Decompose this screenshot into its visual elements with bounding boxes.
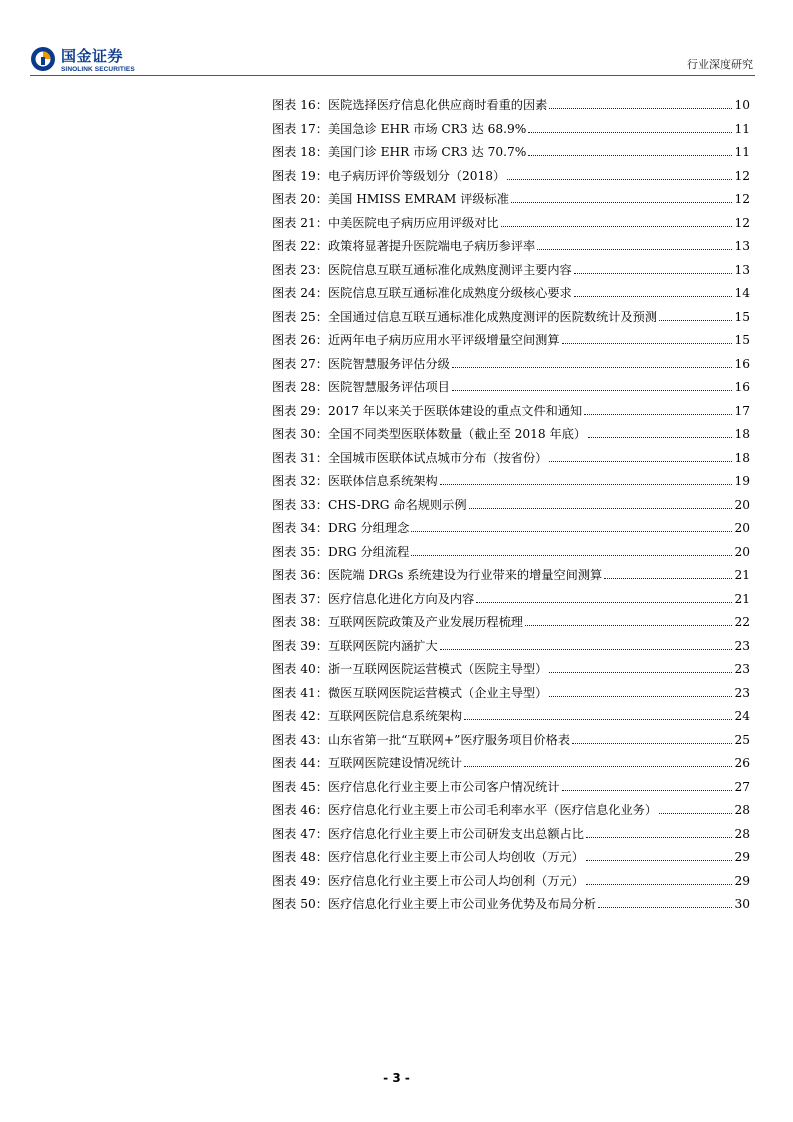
toc-leader-dots (501, 214, 733, 227)
toc-entry-page: 16 (734, 380, 750, 394)
toc-entry-title: 浙一互联网医院运营模式（医院主导型） (327, 662, 548, 676)
toc-entry-title: 医院智慧服务评估项目 (327, 380, 450, 394)
toc-entry-page: 12 (734, 168, 750, 183)
toc-entry-title: 医疗信息化行业主要上市公司毛利率水平（医疗信息化业务） (327, 803, 658, 817)
toc-entry-label: 图表 25： (272, 309, 328, 324)
toc-entry[interactable] (272, 752, 750, 776)
toc-entry-label: 图表 27： (272, 356, 328, 371)
toc-entry[interactable] (272, 400, 750, 424)
toc-entry[interactable] (272, 799, 750, 823)
toc-entry-title: 美国门诊 EHR 市场 CR3 达 70.7% (327, 145, 527, 159)
toc-entry-label: 图表 42： (272, 709, 328, 723)
toc-entry-label: 图表 50： (272, 897, 328, 911)
toc-entry-label: 图表 30： (272, 427, 328, 441)
toc-entry-label: 图表 32： (272, 474, 328, 488)
toc-entry-label: 图表 19： (272, 168, 328, 183)
toc-leader-dots (411, 519, 732, 532)
toc-entry-title: 全国通过信息互联互通标准化成熟度测评的医院数统计及预测 (327, 309, 658, 324)
toc-leader-dots (476, 590, 732, 603)
toc-entry-label: 图表 40： (272, 662, 328, 676)
toc-leader-dots (411, 543, 732, 556)
toc-entry[interactable] (272, 611, 750, 635)
toc-entry[interactable] (272, 846, 750, 870)
toc-leader-dots (452, 355, 733, 368)
toc-leader-dots (525, 613, 733, 626)
toc-entry[interactable] (272, 682, 750, 706)
toc-entry-page: 16 (734, 356, 750, 371)
toc-entry-label: 图表 22： (272, 239, 328, 253)
toc-entry[interactable] (272, 353, 750, 377)
toc-entry[interactable] (272, 776, 750, 800)
toc-entry-title: 医疗信息化行业主要上市公司人均创收（万元） (327, 850, 584, 864)
toc-entry-page: 25 (734, 732, 750, 747)
page-number: - 3 - (383, 1071, 410, 1085)
toc-entry-label: 图表 34： (272, 521, 328, 535)
toc-leader-dots (588, 425, 732, 438)
toc-entry[interactable] (272, 118, 750, 142)
toc-entry[interactable] (272, 329, 750, 353)
toc-entry[interactable] (272, 94, 750, 118)
toc-entry-page: 18 (734, 450, 750, 465)
toc-entry-page: 28 (734, 826, 750, 841)
toc-entry-label: 图表 18： (272, 145, 328, 159)
toc-entry-label: 图表 45： (272, 779, 328, 794)
toc-leader-dots (549, 660, 732, 673)
toc-leader-dots (537, 237, 732, 250)
toc-entry-title: 医院智慧服务评估分级 (327, 356, 450, 371)
report-type-label: 行业深度研究 (687, 58, 753, 71)
toc-leader-dots (440, 472, 733, 485)
toc-entry-title: 医院选择医疗信息化供应商时看重的因素 (327, 98, 548, 112)
toc-entry-title: 医疗信息化行业主要上市公司人均创利（万元） (327, 873, 584, 888)
toc-leader-dots (572, 731, 732, 744)
toc-entry[interactable] (272, 517, 750, 541)
toc-leader-dots (528, 120, 732, 133)
toc-entry-title: 互联网医院建设情况统计 (327, 756, 463, 770)
toc-entry-label: 图表 39： (272, 638, 328, 653)
toc-leader-dots (586, 848, 733, 861)
toc-leader-dots (440, 637, 733, 650)
toc-leader-dots (584, 402, 732, 415)
toc-entry-page: 17 (734, 403, 750, 418)
toc-leader-dots (469, 496, 733, 509)
toc-entry-page: 13 (734, 262, 750, 277)
toc-entry-label: 图表 23： (272, 262, 328, 277)
toc-entry-label: 图表 24： (272, 286, 328, 300)
figure-list (272, 94, 750, 917)
toc-leader-dots (464, 707, 732, 720)
toc-entry-label: 图表 17： (272, 121, 328, 136)
toc-entry[interactable] (272, 165, 750, 189)
toc-leader-dots (549, 96, 732, 109)
toc-entry-page: 10 (734, 98, 750, 112)
toc-entry[interactable] (272, 235, 750, 259)
toc-entry-page: 15 (734, 309, 750, 324)
toc-entry-title: 互联网医院内涵扩大 (327, 638, 438, 653)
toc-entry[interactable] (272, 541, 750, 565)
toc-entry-page: 12 (734, 215, 750, 230)
toc-entry[interactable] (272, 729, 750, 753)
toc-entry-label: 图表 33： (272, 497, 328, 512)
toc-entry-title: 全国城市医联体试点城市分布（按省份） (327, 450, 548, 465)
toc-entry-title: 互联网医院信息系统架构 (327, 709, 463, 723)
toc-entry-label: 图表 36： (272, 568, 328, 582)
toc-leader-dots (452, 378, 733, 391)
toc-leader-dots (549, 684, 732, 697)
toc-entry[interactable] (272, 588, 750, 612)
toc-entry[interactable] (272, 870, 750, 894)
toc-entry-title: 医院信息互联互通标准化成熟度分级核心要求 (327, 286, 572, 300)
toc-entry-title: 电子病历评价等级划分（2018） (327, 168, 506, 183)
toc-entry[interactable] (272, 212, 750, 236)
header-divider (30, 75, 755, 76)
toc-entry-page: 12 (734, 192, 750, 206)
toc-leader-dots (574, 261, 733, 274)
toc-entry-page: 21 (734, 591, 750, 606)
toc-leader-dots (562, 778, 733, 791)
toc-leader-dots (659, 308, 732, 321)
toc-entry[interactable] (272, 494, 750, 518)
toc-entry[interactable] (272, 470, 750, 494)
toc-entry[interactable] (272, 447, 750, 471)
toc-entry[interactable] (272, 564, 750, 588)
toc-entry-label: 图表 43： (272, 732, 328, 747)
toc-entry-label: 图表 26： (272, 333, 328, 347)
toc-entry-title: 医院信息互联互通标准化成熟度测评主要内容 (327, 262, 572, 277)
toc-entry-page: 20 (734, 497, 750, 512)
sinolink-logo-icon (30, 46, 56, 72)
toc-entry-label: 图表 21： (272, 215, 328, 230)
toc-entry-title: 医疗信息化行业主要上市公司客户情况统计 (327, 779, 560, 794)
toc-entry-page: 28 (734, 803, 750, 817)
toc-entry-label: 图表 48： (272, 850, 328, 864)
toc-entry-page: 20 (734, 544, 750, 559)
toc-entry-page: 24 (734, 709, 750, 723)
toc-entry-page: 27 (734, 779, 750, 794)
toc-entry[interactable] (272, 823, 750, 847)
toc-entry-page: 29 (734, 873, 750, 888)
toc-entry-page: 19 (734, 474, 750, 488)
toc-entry[interactable] (272, 658, 750, 682)
toc-entry-label: 图表 38： (272, 615, 328, 629)
toc-entry-page: 13 (734, 239, 750, 253)
toc-entry-title: 山东省第一批“互联网+”医疗服务项目价格表 (327, 732, 571, 747)
toc-entry-label: 图表 20： (272, 192, 328, 206)
toc-leader-dots (604, 566, 732, 579)
toc-entry[interactable] (272, 423, 750, 447)
toc-leader-dots (574, 284, 733, 297)
toc-entry-label: 图表 31： (272, 450, 328, 465)
toc-entry-title: DRG 分组流程 (327, 544, 410, 559)
toc-entry[interactable] (272, 893, 750, 917)
toc-entry[interactable] (272, 635, 750, 659)
toc-entry-title: 近两年电子病历应用水平评级增量空间测算 (327, 333, 560, 347)
toc-entry-title: 中美医院电子病历应用评级对比 (327, 215, 499, 230)
page-header (30, 40, 755, 80)
toc-entry-title: 医联体信息系统架构 (327, 474, 438, 488)
toc-entry-page: 11 (734, 145, 750, 159)
logo-english-name: SINOLINK SECURITIES (61, 66, 135, 73)
toc-leader-dots (549, 449, 732, 462)
toc-entry-label: 图表 44： (272, 756, 328, 770)
toc-leader-dots (586, 825, 733, 838)
toc-entry-page: 23 (734, 662, 750, 676)
toc-entry-label: 图表 37： (272, 591, 328, 606)
toc-entry-label: 图表 29： (272, 403, 328, 418)
toc-entry[interactable] (272, 376, 750, 400)
toc-entry-page: 11 (734, 121, 750, 136)
toc-entry[interactable] (272, 141, 750, 165)
toc-entry-title: 医疗信息化行业主要上市公司业务优势及布局分析 (327, 897, 597, 911)
toc-entry-label: 图表 46： (272, 803, 328, 817)
toc-entry[interactable] (272, 259, 750, 283)
toc-entry-title: 美国急诊 EHR 市场 CR3 达 68.9% (327, 121, 527, 136)
toc-entry-title: 医疗信息化行业主要上市公司研发支出总额占比 (327, 826, 584, 841)
toc-leader-dots (562, 331, 733, 344)
toc-entry-page: 15 (734, 333, 750, 347)
toc-leader-dots (528, 143, 732, 156)
toc-leader-dots (464, 754, 732, 767)
toc-entry-title: 微医互联网医院运营模式（企业主导型） (327, 685, 548, 700)
toc-entry-page: 29 (734, 850, 750, 864)
toc-entry-page: 14 (734, 286, 750, 300)
toc-leader-dots (659, 801, 732, 814)
toc-entry-title: 医疗信息化进化方向及内容 (327, 591, 475, 606)
toc-leader-dots (507, 167, 732, 180)
toc-entry-page: 23 (734, 685, 750, 700)
toc-entry-page: 21 (734, 568, 750, 582)
company-logo (30, 44, 160, 76)
toc-entry-label: 图表 16： (272, 98, 328, 112)
toc-entry[interactable] (272, 705, 750, 729)
toc-leader-dots (598, 895, 732, 908)
toc-entry-title: 2017 年以来关于医联体建设的重点文件和通知 (327, 403, 583, 418)
toc-entry-label: 图表 28： (272, 380, 328, 394)
toc-entry[interactable] (272, 282, 750, 306)
toc-entry-title: DRG 分组理念 (327, 521, 410, 535)
toc-entry-page: 30 (734, 897, 750, 911)
toc-entry-label: 图表 49： (272, 873, 328, 888)
logo-chinese-name: 国金证券 (61, 47, 124, 65)
toc-entry[interactable] (272, 188, 750, 212)
toc-leader-dots (511, 190, 733, 203)
toc-entry-title: 互联网医院政策及产业发展历程梳理 (327, 615, 523, 629)
toc-entry-title: 医院端 DRGs 系统建设为行业带来的增量空间测算 (327, 568, 603, 582)
toc-entry-page: 22 (734, 615, 750, 629)
toc-entry-page: 20 (734, 521, 750, 535)
toc-entry-label: 图表 35： (272, 544, 328, 559)
toc-entry-title: 政策将显著提升医院端电子病历参评率 (327, 239, 536, 253)
toc-entry-page: 18 (734, 427, 750, 441)
toc-entry[interactable] (272, 306, 750, 330)
toc-entry-page: 26 (734, 756, 750, 770)
toc-entry-title: 美国 HMISS EMRAM 评级标准 (327, 192, 509, 206)
toc-entry-page: 23 (734, 638, 750, 653)
toc-entry-title: CHS-DRG 命名规则示例 (327, 497, 467, 512)
toc-leader-dots (586, 872, 733, 885)
toc-entry-label: 图表 47： (272, 826, 328, 841)
toc-entry-label: 图表 41： (272, 685, 328, 700)
toc-entry-title: 全国不同类型医联体数量（截止至 2018 年底） (327, 427, 587, 441)
